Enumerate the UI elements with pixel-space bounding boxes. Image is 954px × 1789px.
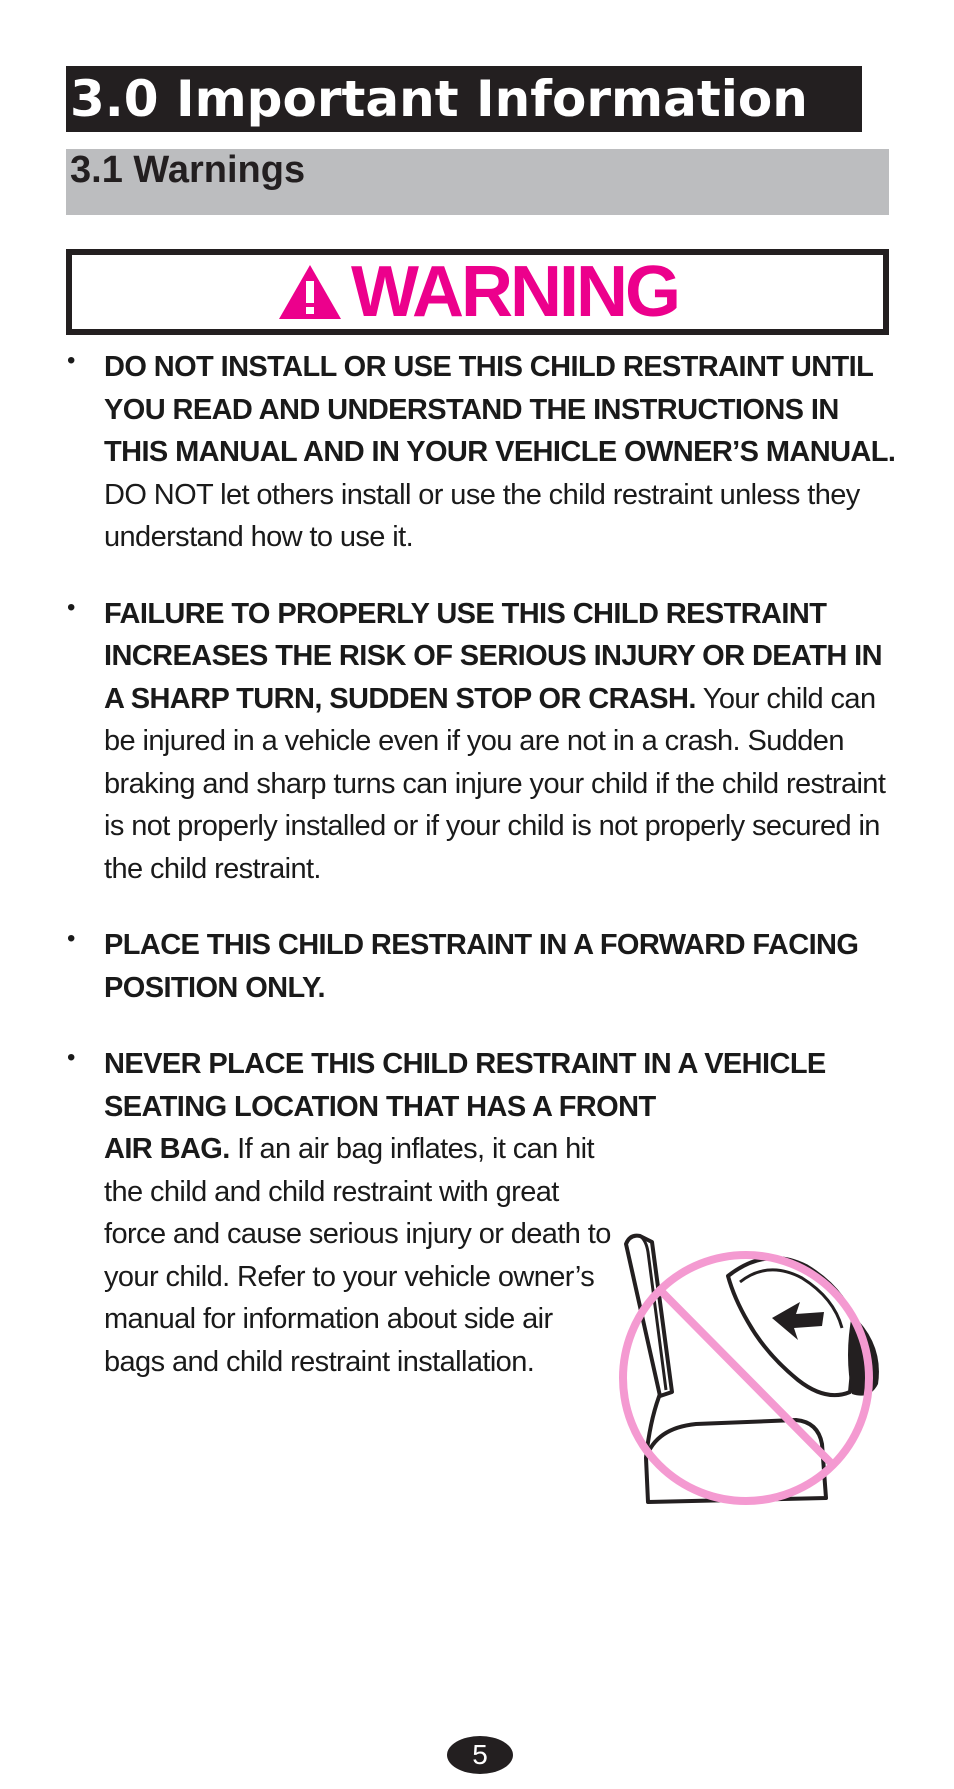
warning-triangle-icon [277,263,343,321]
warning-emphasis: PLACE THIS CHILD RESTRAINT IN A FORWARD FACING POSITION ONLY. [104,929,859,1004]
warning-item [66,346,896,559]
bullet-icon: • [67,1044,75,1071]
bullet-icon: • [67,925,75,952]
warning-label: WARNING [351,252,678,332]
warning-body: If an air bag inflates, it can hit the child and child restraint with great force and cause serious injury or death to your child. Refer to your vehicle owner’s manual for information about side air bags and child restraint installation. [104,1133,611,1378]
warning-emphasis: FAILURE TO PROPERLY USE THIS CHILD RESTRAINT INCREASES THE RISK OF SERIOUS INJURY OR DEATH IN A SHARP TURN, SUDDEN STOP OR CRASH. [104,597,882,715]
warning-emphasis: AIR BAG. [104,1133,230,1165]
no-seat-with-airbag-icon [616,1232,884,1508]
warning-emphasis: NEVER PLACE THIS CHILD RESTRAINT IN A VEHICLE SEATING LOCATION THAT HAS A FRONT [104,1048,826,1123]
subsection-title: 3.1 Warnings [66,149,889,215]
bullet-icon: • [67,347,75,374]
warning-banner [66,249,889,335]
section-title: 3.0 Important Information [66,66,862,132]
warning-emphasis: DO NOT INSTALL OR USE THIS CHILD RESTRAINT UNTIL YOU READ AND UNDERSTAND THE INSTRUCTIONS IN THIS MANUAL AND IN YOUR VEHICLE OWNER’S MANUAL. [104,351,896,468]
warning-body: DO NOT let others install or use the child restraint unless they understand how to use it. [104,478,860,553]
warning-body: Your child can be injured in a vehicle even if you are not in a crash. Sudden braking and sharp turns can injure your child if the child restraint is not properly installed or if your child is not properly secured in the child restraint. [104,682,886,885]
page-number: 5 [447,1736,513,1774]
warning-item [66,593,896,891]
bullet-icon: • [67,593,75,621]
warning-item [66,924,896,1009]
